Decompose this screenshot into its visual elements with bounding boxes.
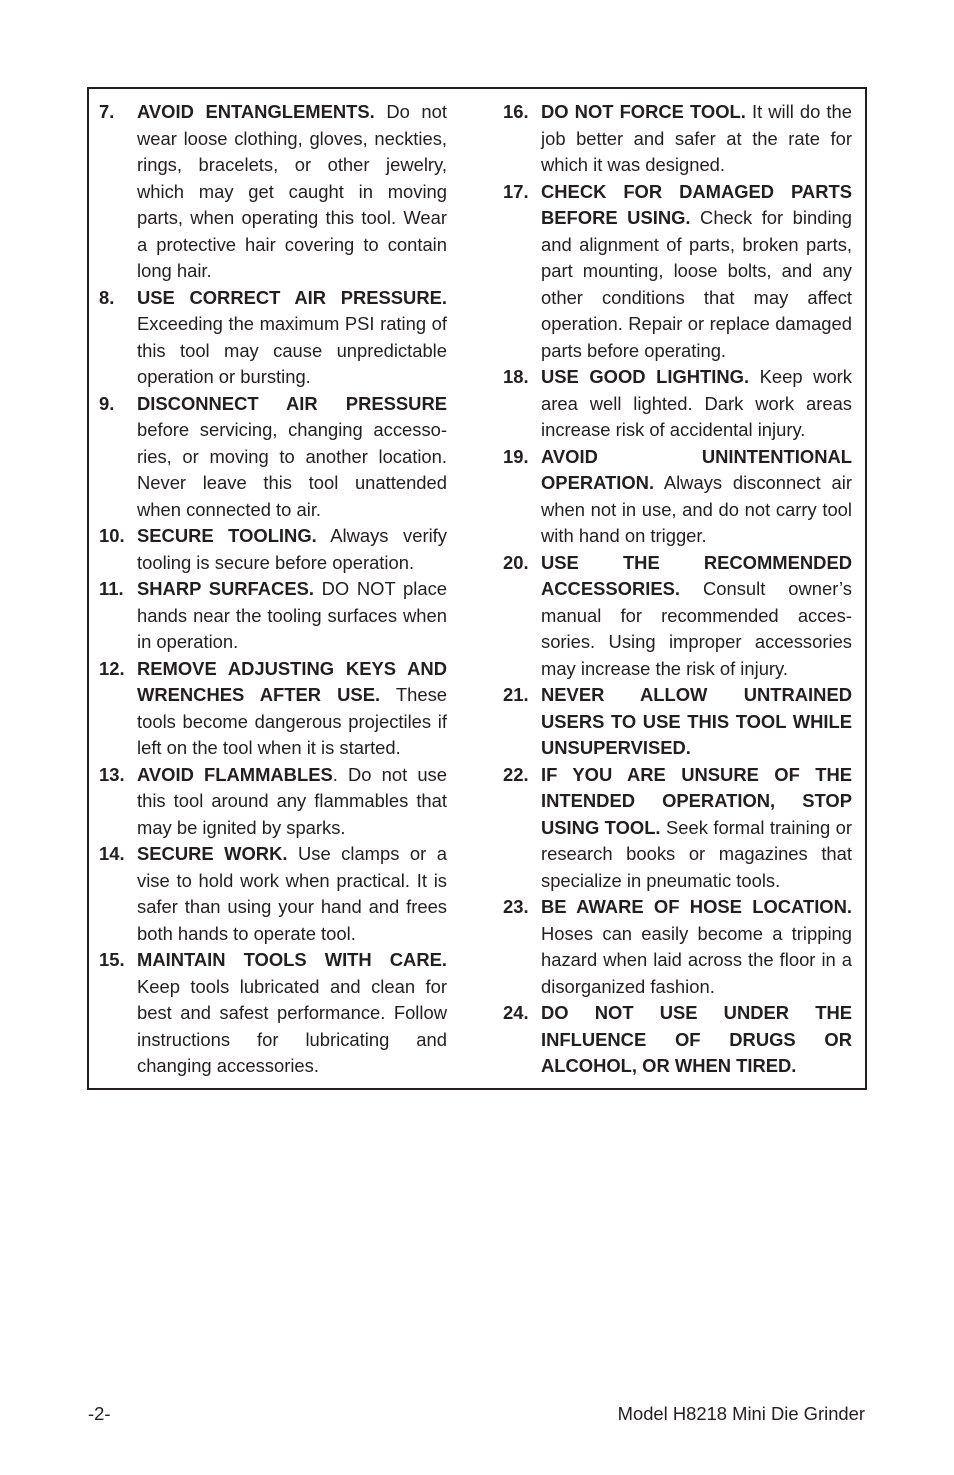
safety-item-21: [503, 682, 852, 762]
safety-item-20: [503, 550, 852, 683]
item-text: Do not wear loose clothing, gloves, neckties, rings, bracelets, or other jewelry, which may get caught in moving parts, when operating this tool. Wear a protective hair covering to contain long hair.: [137, 101, 447, 281]
item-body: [541, 1000, 852, 1080]
item-number: 8.: [99, 286, 115, 308]
item-number: 20.: [503, 551, 529, 573]
item-body: [541, 179, 852, 365]
item-body: [541, 444, 852, 550]
item-number: 10.: [99, 525, 125, 546]
item-text: Consult owner’s manual for recommended accessories. Using improper accessories may increase the risk of injury.: [541, 578, 852, 679]
item-number: 15.: [99, 949, 125, 970]
safety-item-22: [503, 762, 852, 895]
safety-item-24: [503, 1000, 852, 1080]
item-text: Keep tools lubricated and clean for best and safest performance. Follow instructions for lubricating and changing accessories.: [137, 975, 447, 1076]
safety-item-9: [99, 391, 447, 524]
item-text: before servicing, changing accessories, or moving to another location. Never leave this tool unattended when connected to air.: [137, 419, 447, 520]
item-body: [541, 550, 852, 683]
item-body: [137, 576, 447, 656]
safety-item-11: [99, 576, 447, 656]
safety-item-18: [503, 364, 852, 444]
item-body: [137, 99, 447, 285]
item-body: [137, 285, 447, 391]
item-text: Keep work area well lighted. Dark work areas increase risk of accidental injury.: [541, 366, 853, 440]
item-number: 9.: [99, 392, 115, 414]
left-column: [99, 99, 447, 1080]
safety-item-19: [503, 444, 852, 550]
safety-item-13: [99, 762, 447, 842]
item-heading: DISCONNECT AIR PRESSURE: [137, 392, 447, 414]
item-body: [541, 762, 852, 895]
item-heading: DO NOT USE UNDER THE INFLUENCE OF DRUGS OR ALCOHOL, OR WHEN TIRED.: [541, 1002, 852, 1076]
item-text: Seek formal training or research books or magazines that specialize in pneumatic tools.: [541, 816, 852, 891]
item-number: 23.: [503, 896, 529, 917]
item-heading: USE GOOD LIGHTING.: [541, 366, 750, 387]
item-heading: BE AWARE OF HOSE LOCATION.: [541, 896, 852, 917]
item-text: Always disconnect air when not in use, and do not carry tool with hand on trigger.: [541, 472, 852, 546]
item-text: These tools become dangerous projectiles if left on the tool when it is started.: [137, 684, 448, 758]
item-heading: REMOVE ADJUSTING KEYS AND WRENCHES AFTER USE.: [137, 657, 447, 705]
safety-item-12: [99, 656, 447, 762]
safety-item-7: [99, 99, 447, 285]
item-text: Exceeding the maximum PSI rating of this tool may cause unpredictable operation or bursting.: [137, 313, 447, 387]
item-body: [137, 762, 447, 842]
item-text: It will do the job better and safer at the rate for which it was designed.: [541, 101, 853, 175]
item-body: [541, 894, 852, 1000]
item-heading: AVOID ENTANGLEMENTS.: [137, 101, 375, 122]
item-number: 11.: [99, 578, 124, 599]
item-body: [137, 391, 447, 524]
item-heading: USE CORRECT AIR PRESSURE.: [137, 286, 447, 308]
item-number: 17.: [503, 180, 529, 202]
item-heading: IF YOU ARE UNSURE OF THE INTENDED OPERATION, STOP USING TOOL.: [541, 763, 852, 838]
item-body: [541, 682, 852, 762]
item-heading: NEVER ALLOW UNTRAINED USERS TO USE THIS TOOL WHILE UNSUPERVISED.: [541, 684, 852, 758]
item-number: 19.: [503, 445, 529, 467]
item-body: [137, 947, 447, 1080]
item-number: 14.: [99, 843, 125, 864]
item-heading: SECURE WORK.: [137, 843, 288, 864]
item-text: Hoses can easily become a tripping hazard when laid across the floor in a disorganized fashion.: [541, 922, 852, 997]
item-number: 7.: [99, 101, 115, 122]
safety-item-8: [99, 285, 447, 391]
item-heading: SHARP SURFACES.: [137, 578, 314, 599]
item-text: Check for binding and alignment of parts, broken parts, part mounting, loose bolts, and any other conditions that may affect operation. Repair or replace damaged parts before operating.: [541, 207, 852, 361]
right-column: [503, 99, 852, 1080]
item-number: 18.: [503, 366, 529, 387]
item-text: DO NOT place hands near the tooling surfaces when in operation.: [137, 578, 447, 652]
safety-item-16: [503, 99, 852, 179]
item-number: 16.: [503, 101, 529, 122]
item-heading: CHECK FOR DAMAGED PARTS BEFORE USING.: [541, 180, 852, 228]
item-body: [137, 523, 447, 576]
safety-item-17: [503, 179, 852, 365]
safety-item-23: [503, 894, 852, 1000]
item-text: . Do not use this tool around any flammables that may be ignited by sparks.: [137, 763, 447, 838]
item-body: [137, 656, 447, 762]
item-heading: MAINTAIN TOOLS WITH CARE.: [137, 949, 447, 970]
item-number: 21.: [503, 684, 529, 705]
item-heading: USE THE RECOMMENDED ACCESSORIES.: [541, 551, 852, 599]
item-body: [541, 364, 852, 444]
model-name: Model H8218 Mini Die Grinder: [617, 1403, 865, 1424]
item-number: 22.: [503, 763, 529, 785]
item-heading: AVOID FLAMMABLES: [137, 763, 333, 785]
item-number: 12.: [99, 657, 125, 679]
item-heading: AVOID UNINTENTIONAL OPERATION.: [541, 445, 852, 493]
safety-instructions-box: [87, 87, 867, 1090]
safety-item-14: [99, 841, 447, 947]
page-number: -2-: [88, 1403, 111, 1424]
item-heading: SECURE TOOLING.: [137, 525, 317, 546]
item-body: [541, 99, 852, 179]
safety-item-10: [99, 523, 447, 576]
item-number: 24.: [503, 1002, 529, 1023]
item-body: [137, 841, 447, 947]
safety-item-15: [99, 947, 447, 1080]
item-heading: DO NOT FORCE TOOL.: [541, 101, 746, 122]
item-number: 13.: [99, 763, 125, 785]
item-text: Always verify tooling is secure before operation.: [137, 525, 447, 573]
item-text: Use clamps or a vise to hold work when practical. It is safer than using your hand and frees both hands to operate tool.: [137, 843, 447, 944]
